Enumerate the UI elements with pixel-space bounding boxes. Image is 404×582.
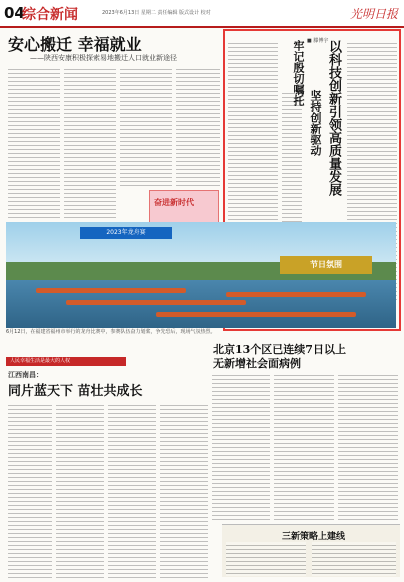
headline-beijing-2: 无新增社会面病例 [213,357,301,370]
commentary-title-mid: 坚持创新驱动 [309,90,322,156]
bottom-subline: 江西南昌： [8,371,43,379]
headline-beijing: 北京13个区已连续7日以上 [213,343,346,356]
article-text-column [120,66,172,186]
dragon-boat-photo [6,222,396,328]
article-text-column [160,402,208,578]
date-line: 2023年6月13日 星期二 责任编辑 版式设计 校对 [102,10,211,16]
promo-badge [149,190,219,224]
article-text-column [56,402,104,578]
photo-caption: 6月12日，在福建省福州市举行的龙舟比赛中，参赛队伍奋力划桨，争先恐后，现场气氛热烈。 [6,329,216,335]
headline-top-left: 安心搬迁 幸福就业 [8,35,142,54]
article-text-column [176,66,220,186]
article-text-column [8,66,60,218]
article-text-column [312,542,396,576]
article-text-column [64,66,116,218]
article-text-column [8,402,52,578]
boat [36,288,186,293]
section-title: 综合新闻 [22,7,78,23]
subheadline-top-left: ——陕西安康积极探索易地搬迁人口就业新途径 [30,54,177,62]
article-text-column [274,372,334,520]
page-number: 04 [4,4,25,22]
page-header [0,0,404,28]
brand-logo: 光明日报 [349,7,398,21]
article-text-column [108,402,156,578]
promo-text: 奋进新时代 [154,198,194,207]
section-tag-bar: 人民幸福生活是最大的人权 [6,357,126,366]
article-text-column [212,372,270,520]
commentary-author: ■ 滕博宇 [307,38,329,44]
boat [226,292,366,297]
bottom-box-title: 三新策略上建线 [282,532,346,542]
boat [156,312,356,317]
photo-gold-banner: 节日氛围 [280,256,372,274]
photo-banner: 2023年龙舟赛 [80,227,172,239]
commentary-title-right: 以科技创新引领高质量发展 [326,40,341,196]
boat [66,300,246,305]
headline-bottom-left: 同片蓝天下 苗壮共成长 [8,384,143,399]
commentary-title-left: 牢记殷切嘱托 [292,40,305,106]
article-text-column [338,372,398,520]
article-text-column [226,542,306,576]
